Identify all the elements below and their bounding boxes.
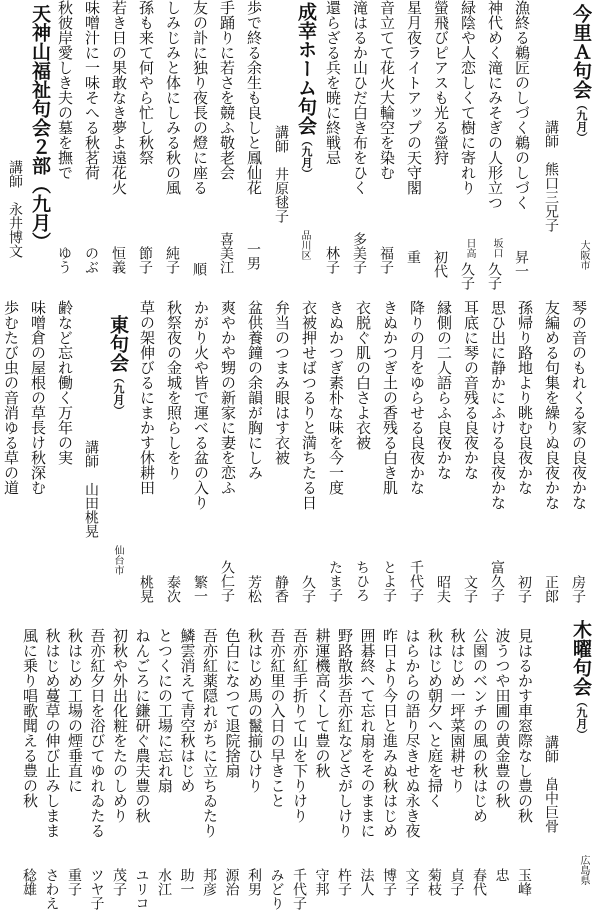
poem: 色白になつて退院捨扇 <box>223 628 242 778</box>
poem-author: 喜美江 <box>218 232 234 274</box>
poem: 歩で終る余生も良しと鳳仙花 <box>245 0 263 195</box>
poem-author: 源治 <box>223 868 240 896</box>
poem: 秋はじめ一坪菜園耕せり <box>448 628 467 793</box>
poem-author: 昭夫 <box>435 575 451 603</box>
poem-author: 茂子 <box>111 868 127 896</box>
section-title: 天神山福祉句会２部（九月） <box>29 4 51 251</box>
poem-author: 多美子 <box>351 232 367 274</box>
poem: かがり火や皆で運べる盆の入り <box>192 300 210 510</box>
poem: 味噌倉の屋根の草長け秋深む <box>29 300 47 495</box>
teacher-location: 品川区 <box>299 230 310 260</box>
section-title: 木曜句会（九月） <box>570 620 592 740</box>
poem: 齢など忘れ働く万年の実 <box>56 300 74 465</box>
poem-author: ツヤ子 <box>88 868 105 910</box>
poem: 秋はじめ朝夕へと庭を掃く <box>426 628 444 808</box>
poem: 秋はじめ馬の鬣揃ひけり <box>246 628 264 793</box>
poem-author: 節子 <box>137 246 153 274</box>
poem-author-prefix: 坂口 <box>491 238 502 258</box>
poem-author: 初子 <box>516 575 532 603</box>
poem-author: 繁一 <box>192 575 208 603</box>
poem-author: 利男 <box>246 868 262 896</box>
poem: 初秋や外出化粧をたのしめり <box>111 628 129 823</box>
poem: 若き日の果敢なき夢よ遠花火 <box>110 0 128 195</box>
poem-author: 邦彦 <box>201 868 217 896</box>
poem-author: 久子 <box>486 262 502 290</box>
poem-author: 貞子 <box>448 868 465 896</box>
poem-author: ゆう <box>56 246 72 274</box>
poem-author: 重 <box>405 250 421 264</box>
poem: 孫帰り路地より眺む良夜かな <box>516 300 534 495</box>
poem-author: 千代子 <box>408 560 424 602</box>
poem-author: 重子 <box>66 868 82 896</box>
poem: 草の架伸びるにまかす休耕田 <box>138 300 156 495</box>
poem: 降りの月をゆらせる良夜かな <box>408 300 426 495</box>
poem-author: 福子 <box>378 246 394 274</box>
poem: 吾亦紅夕日を浴びてゆれゐたる <box>88 628 107 838</box>
poem: 秋はじめ蔓草の伸び止みしまま <box>43 628 62 838</box>
poem-author: 助一 <box>178 868 195 896</box>
poem-author: ユリコ <box>133 868 150 910</box>
poem-author-prefix: 日高 <box>464 238 475 258</box>
poem-author: 久子 <box>300 575 316 603</box>
poem: 滝はるか山ひだ白き布をひく <box>351 0 369 195</box>
poem: 音立てて花火大輪空を染む <box>378 0 396 180</box>
poem: 吾亦紅手折りて山を下りけり <box>291 628 309 823</box>
poem: 波うつや田圃の黄金豊の秋 <box>493 628 512 808</box>
teacher-line: 講師 永井博文 <box>7 160 23 258</box>
poem-author: 文子 <box>462 575 478 603</box>
poem-author: 杵子 <box>336 868 352 896</box>
poem: 友編める句集を繰りぬ良夜かな <box>543 300 561 510</box>
teacher-line: 講師 畠中巨骨 <box>543 735 559 833</box>
poem-author: 房子 <box>570 575 586 603</box>
teacher-location: 大阪市 <box>578 240 589 270</box>
poem: 神代めく滝にみそぎの人形立つ <box>486 0 504 210</box>
poem-author: 稔雄 <box>21 868 37 896</box>
poem: 手踊りに若さを競ふ敬老会 <box>218 0 236 180</box>
poem: はらからの語り尽きせぬ永き夜 <box>403 628 422 838</box>
poem: 歩むたび虫の音消ゆる草の道 <box>2 300 20 495</box>
section-title: 東句会（九月） <box>107 315 129 416</box>
poem-author: 富久子 <box>489 560 505 602</box>
poem-author: たま子 <box>327 560 343 602</box>
poem: 秋彼岸愛しき夫の墓を撫で <box>56 0 74 180</box>
poem: きぬかつぎ素朴な味を今一度 <box>327 300 345 495</box>
poem: 螢飛びピアスも光る螢狩 <box>432 0 450 165</box>
poem-author: 千代子 <box>291 868 307 910</box>
poem: 公園のベンチの風の秋はじめ <box>471 628 489 823</box>
poem-author: さわえ <box>43 868 60 910</box>
poem: 吾亦紅里の入日の早きこと <box>268 628 287 808</box>
poem-author: 正郎 <box>543 575 559 603</box>
poem-author: 水江 <box>156 868 172 896</box>
poem-author: 菊枝 <box>426 868 442 896</box>
poem-author: 静香 <box>273 575 289 603</box>
poem: 見はるかす車窓際なし豊の秋 <box>516 628 534 823</box>
section-title: 成幸ホーム句会（九月） <box>295 2 317 179</box>
section-title: 今里Ａ句会（九月） <box>570 4 592 143</box>
poem: ねんごろに鎌研ぐ農夫豊の秋 <box>133 628 152 823</box>
poem-author: 昇一 <box>513 250 529 278</box>
poem: 風に乗り唱歌聞える豊の秋 <box>21 628 39 808</box>
teacher-line: 講師 熊口三兄子 <box>543 120 559 232</box>
poem: 盆供養鐘の余韻が胸にしみ <box>246 300 264 480</box>
poem: 耕運機高くして豊の秋 <box>313 628 332 778</box>
poem: 秋はじめ工場の煙垂直に <box>66 628 84 793</box>
poem: とつくにの工場に忘れ扇 <box>156 628 174 793</box>
poem-author: 法人 <box>358 868 375 896</box>
poem: 緑陰や人恋しくて樹に寄れり <box>459 0 477 195</box>
poem: 縁側の二人語らふ良夜かな <box>435 300 453 480</box>
poem: 漁終る鵜匠のしづく鵜のしづく <box>513 0 531 210</box>
poem-author: 林子 <box>324 246 340 274</box>
poem-author: 初代 <box>432 250 448 278</box>
poem: 思ひ出に静かにふける良夜かな <box>489 300 507 510</box>
poem-author: 泰次 <box>165 575 181 603</box>
poem: 秋祭夜の金城を照らしをり <box>165 300 183 480</box>
poem-author: ちひろ <box>354 560 370 602</box>
poem-author: 久子 <box>459 262 475 290</box>
poem: 味噌汁に一味そへる秋茗荷 <box>83 0 101 180</box>
poem: しみじみと体にしみる秋の風 <box>164 0 182 195</box>
poem-author: のぶ <box>83 246 99 274</box>
poem: 昨日より今日と進みぬ秋はじめ <box>381 628 399 838</box>
poem: 衣脱ぐ肌の白さよ衣被 <box>354 300 372 450</box>
poem: 琴の音のもれくる家の良夜かな <box>570 300 588 510</box>
poem-author: 忠 <box>493 868 510 882</box>
teacher-location: 広島県 <box>578 855 589 885</box>
poem: 星月夜ライトアップの天守閣 <box>405 0 423 195</box>
poem-author: 守邦 <box>313 868 330 896</box>
poem: 衣被押せばつるりと満ちたる日 <box>300 300 318 510</box>
poem-author: 久仁子 <box>219 560 235 602</box>
poem-author: 芳松 <box>246 575 262 603</box>
poem-author: 博子 <box>381 868 397 896</box>
poem-author: 純子 <box>164 246 180 274</box>
poem: 還らざる兵を暁に終戦忌 <box>324 0 342 165</box>
poem-author: 玉峰 <box>516 868 532 896</box>
poem-author: みどり <box>268 868 285 910</box>
poem: 囲碁終へて忘れ扇をそのままに <box>358 628 377 838</box>
poem-author: 順 <box>191 262 207 276</box>
poem-author: 春代 <box>471 868 487 896</box>
poem-author: 桃晃 <box>138 575 154 603</box>
poem-author: とよ子 <box>381 560 397 602</box>
poem-author: 恒義 <box>110 246 126 274</box>
poem: 孫も来て何やら忙し秋祭 <box>137 0 155 165</box>
poem-author: 一男 <box>245 242 261 270</box>
teacher-line: 講師 井原毬子 <box>273 125 289 223</box>
teacher-line: 講師 山田桃晃 <box>83 440 99 538</box>
poem: 弁当のつまみ眼はす衣被 <box>273 300 291 465</box>
poem: 耳底に琴の音残る良夜かな <box>462 300 480 480</box>
poem: 吾亦紅薬隠れがちに立ちゐたり <box>201 628 219 838</box>
poem: 爽やかや甥の新家に妻を恋ふ <box>219 300 237 495</box>
poem: 友の訃に独り夜長の燈に座る <box>191 0 209 195</box>
poem-author: 文子 <box>403 868 420 896</box>
teacher-location: 仙台市 <box>112 545 123 575</box>
poem: 鱗雲消えて青空秋はじめ <box>178 628 197 793</box>
poem: きぬかつぎ土の香残る白き肌 <box>381 300 399 495</box>
poem: 野路散歩吾亦紅などさがしけり <box>336 628 354 838</box>
